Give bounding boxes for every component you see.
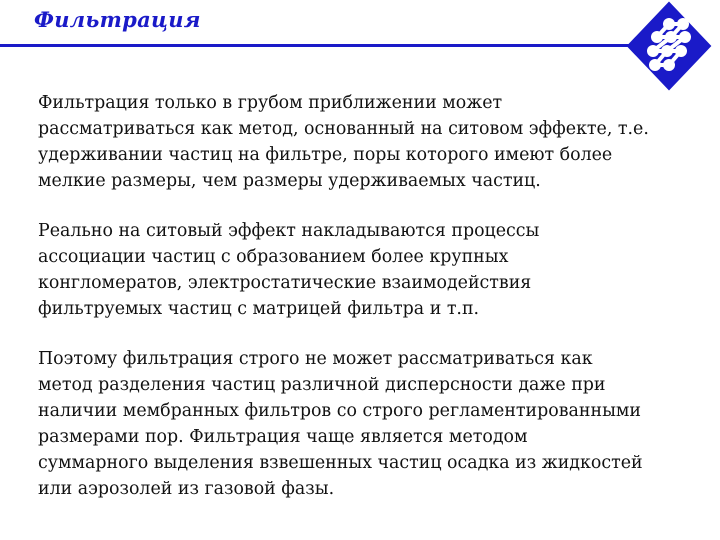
text-line: Реально на ситовый эффект накладываются процессы [38, 221, 540, 241]
text-line: удерживании частиц на фильтре, поры которого имеют более [38, 145, 613, 165]
text-line: суммарного выделения взвешенных частиц осадка из жидкостей [38, 453, 643, 473]
text-line: или аэрозолей из газовой фазы. [38, 479, 335, 499]
text-line: размерами пор. Фильтрация чаще является методом [38, 427, 528, 447]
paragraph-association-processes [38, 218, 718, 322]
text-line: фильтруемых частиц с матрицей фильтра и т.п. [38, 299, 480, 319]
text-line: Поэтому фильтрация строго не может рассматриваться как [38, 349, 593, 369]
text-line: конгломератов, электростатические взаимодействия [38, 273, 532, 293]
slide-body [38, 90, 718, 526]
title-underline [0, 44, 640, 47]
paragraph-conclusion [38, 346, 718, 502]
text-line: метод разделения частиц различной дисперсности даже при [38, 375, 606, 395]
text-line: мелкие размеры, чем размеры удерживаемых частиц. [38, 171, 541, 191]
text-line: ассоциации частиц с образованием более крупных [38, 247, 509, 267]
paragraph-sieve-effect [38, 90, 718, 194]
text-line: Фильтрация только в грубом приближении может [38, 93, 503, 113]
molecule-diamond-logo-icon [625, 0, 713, 92]
text-line: наличии мембранных фильтров со строго регламентированными [38, 401, 642, 421]
slide-title: Фильтрация [34, 7, 201, 32]
text-line: рассматриваться как метод, основанный на ситовом эффекте, т.е. [38, 119, 649, 139]
